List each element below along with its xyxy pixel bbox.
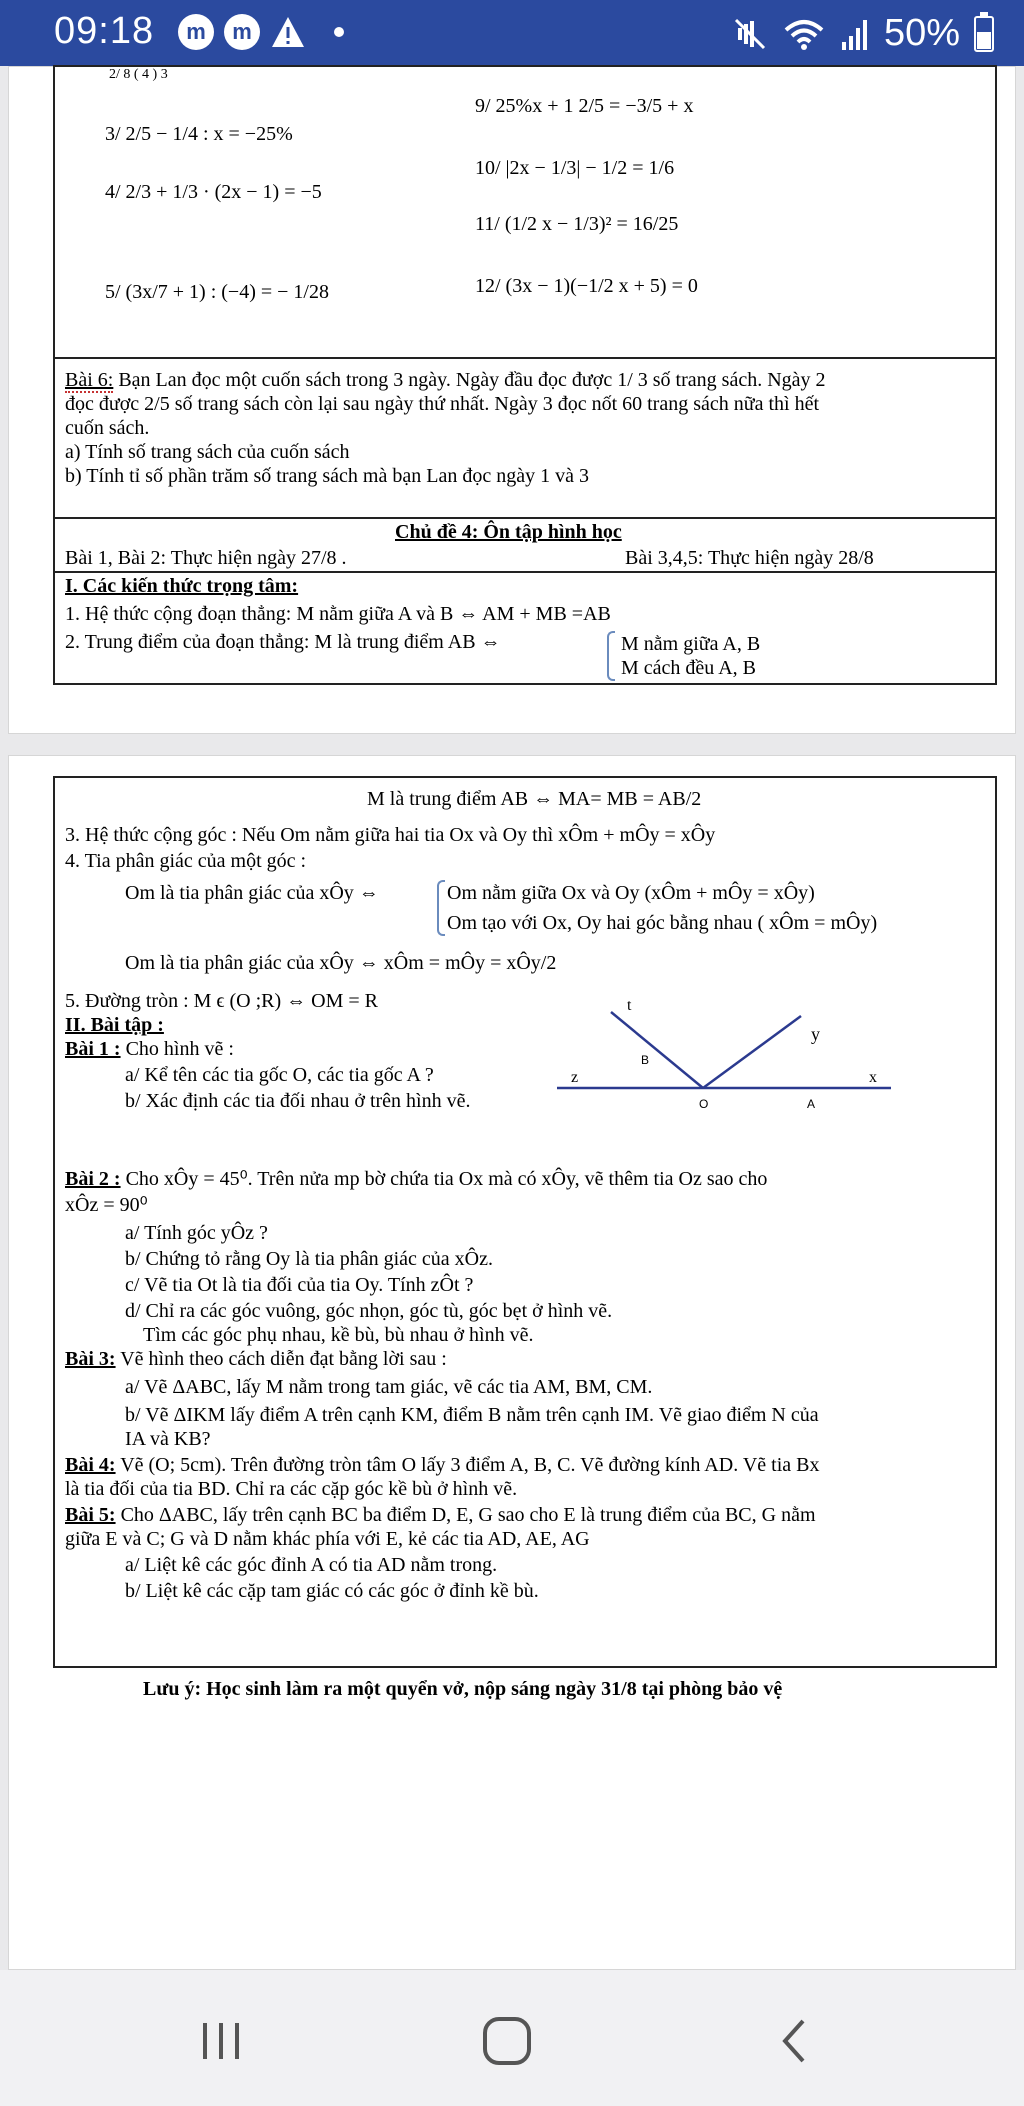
topic4-title: Chủ đề 4: Ôn tập hình học (395, 521, 622, 543)
signal-icon (840, 16, 870, 52)
submission-note: Lưu ý: Học sinh làm ra một quyển vở, nộp sáng ngày 31/8 tại phòng bảo vệ (143, 1678, 783, 1700)
bai5-b: b/ Liệt kê các cặp tam giác có các góc ở đỉnh kề bù. (125, 1580, 539, 1602)
item2-condition-2: M cách đều A, B (621, 657, 756, 679)
bai6-line3: cuốn sách. (65, 417, 150, 439)
bai2-b: b/ Chứng tỏ rằng Oy là tia phân giác của xÔz. (125, 1248, 493, 1270)
bisector-condition-1: Om nằm giữa Ox và Oy (xÔm + mÔy = xÔy) (447, 882, 815, 904)
bai2-line: Bài 2 : Cho xÔy = 45⁰. Trên nửa mp bờ chứa tia Ox mà có xÔy, vẽ thêm tia Oz sao cho (65, 1168, 768, 1190)
system-icons (734, 12, 994, 55)
navigation-bar (0, 1970, 1024, 2106)
brace (437, 880, 445, 936)
schedule-left: Bài 1, Bài 2: Thực hiện ngày 27/8 . (65, 547, 347, 569)
bai4-line: Bài 4: Vẽ (O; 5cm). Trên đường tròn tâm O lấy 3 điểm A, B, C. Vẽ đường kính AD. Vẽ tia Bx (65, 1454, 820, 1476)
bai3-line: Bài 3: Vẽ hình theo cách diễn đạt bằng lời sau : (65, 1348, 447, 1370)
label-b: B (641, 1053, 650, 1067)
bai2-c: c/ Vẽ tia Ot là tia đối của tia Oy. Tính zÔt ? (125, 1274, 474, 1296)
label-x: x (869, 1069, 877, 1086)
bai3-label: Bài 3: (65, 1348, 116, 1370)
bai6-label: Bài 6: (65, 369, 114, 391)
m-app-icon: m (224, 14, 260, 50)
notification-icons (178, 14, 344, 50)
bai1-line: Bài 1 : Cho hình vẽ : (65, 1038, 234, 1060)
brace (607, 631, 615, 681)
exercise-5: 5/ (3x/7 + 1) : (−4) = − 1/28 (105, 281, 329, 303)
home-button[interactable] (472, 2006, 542, 2076)
knowledge-item-4: 4. Tia phân giác của một góc : (65, 850, 307, 872)
knowledge-item-3: 3. Hệ thức cộng góc : Nếu Om nằm giữa hai tia Ox và Oy thì xÔm + mÔy = xÔy (65, 824, 716, 846)
section-1-heading: I. Các kiến thức trọng tâm: (65, 575, 299, 597)
divider (53, 357, 997, 359)
battery-percent: 50% (883, 12, 960, 54)
back-icon (771, 2017, 819, 2065)
bai2-d: d/ Chỉ ra các góc vuông, góc nhọn, góc tù, góc bẹt ở hình vẽ. (125, 1300, 613, 1322)
bai1-a: a/ Kể tên các tia gốc O, các tia gốc A ? (125, 1064, 434, 1086)
wifi-icon (782, 16, 826, 52)
bai4-line2: là tia đối của tia BD. Chỉ ra các cặp góc kề bù ở hình vẽ. (65, 1478, 518, 1500)
bai3-b2: IA và KB? (125, 1428, 211, 1450)
bai1-b: b/ Xác định các tia đối nhau ở trên hình vẽ. (125, 1090, 471, 1112)
ray-ot (611, 1012, 703, 1088)
divider (53, 517, 997, 519)
battery-icon (974, 16, 994, 52)
recent-apps-button[interactable] (186, 2006, 256, 2076)
bai2-label: Bài 2 : (65, 1168, 121, 1190)
bai5-a: a/ Liệt kê các góc đỉnh A có tia AD nằm trong. (125, 1554, 498, 1576)
label-a: A (807, 1097, 816, 1111)
divider (53, 571, 997, 573)
schedule-right: Bài 3,4,5: Thực hiện ngày 28/8 (625, 547, 874, 569)
geometry-figure (549, 996, 899, 1116)
exercise-3: 3/ 2/5 − 1/4 : x = −25% (105, 123, 293, 145)
bisector-equation: Om là tia phân giác của xÔy ⇔ xÔm = mÔy = xÔy/2 (125, 952, 557, 974)
label-o: O (699, 1097, 709, 1111)
exercise-10: 10/ |2x − 1/3| − 1/2 = 1/6 (475, 157, 675, 179)
bai6-a: a) Tính số trang sách của cuốn sách (65, 441, 350, 463)
bai5-label: Bài 5: (65, 1504, 116, 1526)
bai6-line1: Bài 6: Bạn Lan đọc một cuốn sách trong 3 ngày. Ngày đầu đọc được 1/ 3 số trang sách. Ngày 2 (65, 369, 826, 391)
label-y: y (811, 1024, 820, 1044)
bai6-b: b) Tính tỉ số phần trăm số trang sách mà bạn Lan đọc ngày 1 và 3 (65, 465, 589, 487)
label-z: z (571, 1069, 579, 1086)
bai2-d2: Tìm các góc phụ nhau, kề bù, bù nhau ở hình vẽ. (143, 1324, 534, 1346)
bai3-b: b/ Vẽ ΔIKM lấy điểm A trên cạnh KM, điểm B nằm trên cạnh IM. Vẽ giao điểm N của (125, 1404, 819, 1426)
status-time: 09:18 (54, 10, 155, 52)
bai2-line2: xÔz = 90⁰ (65, 1194, 148, 1216)
ray-oy (703, 1016, 801, 1088)
exercise-9: 9/ 25%x + 1 2/5 = −3/5 + x (475, 95, 694, 117)
m-app-icon: m (178, 14, 214, 50)
home-icon (481, 2015, 533, 2067)
item2-condition-1: M nằm giữa A, B (621, 633, 761, 655)
bai2-a: a/ Tính góc yÔz ? (125, 1222, 268, 1244)
exercise-4: 4/ 2/3 + 1/3 · (2x − 1) = −5 (105, 181, 322, 203)
knowledge-item-1: 1. Hệ thức cộng đoạn thẳng: M nằm giữa A và B ⇔ AM + MB =AB (65, 603, 611, 625)
bai1-label: Bài 1 : (65, 1038, 121, 1060)
bisector-condition-2: Om tạo với Ox, Oy hai góc bằng nhau ( xÔm = mÔy) (447, 912, 878, 934)
bai6-line2: đọc được 2/5 số trang sách còn lại sau ngày thứ nhất. Ngày 3 đọc nốt 60 trang sách nữa thì hết (65, 393, 820, 415)
dot-icon (334, 27, 344, 37)
bisector-lead: Om là tia phân giác của xÔy ⇔ (125, 882, 379, 904)
exercise-2: 2/ 8 ( 4 ) 3 (109, 67, 168, 82)
document-page-1 (8, 66, 1016, 734)
knowledge-item-2: 2. Trung điểm của đoạn thẳng: M là trung điểm AB ⇔ (65, 631, 501, 653)
warning-icon (270, 14, 306, 50)
mute-icon (734, 16, 768, 52)
status-bar (0, 0, 1024, 66)
document-page-2 (8, 755, 1016, 1970)
bai4-label: Bài 4: (65, 1454, 116, 1476)
midpoint-definition: M là trung điểm AB ⇔ MA= MB = AB/2 (367, 788, 702, 810)
back-button[interactable] (760, 2006, 830, 2076)
exercise-12: 12/ (3x − 1)(−1/2 x + 5) = 0 (475, 275, 698, 297)
bai5-line2: giữa E và C; G và D nằm khác phía với E, kẻ các tia AD, AE, AG (65, 1528, 590, 1550)
knowledge-item-5: 5. Đường tròn : M ϵ (O ;R) ⇔ OM = R (65, 990, 379, 1012)
bai5-line: Bài 5: Cho ΔABC, lấy trên cạnh BC ba điểm D, E, G sao cho E là trung điểm của BC, G nằm (65, 1504, 816, 1526)
recent-apps-icon (197, 2017, 245, 2065)
bai3-a: a/ Vẽ ΔABC, lấy M nằm trong tam giác, vẽ các tia AM, BM, CM. (125, 1376, 653, 1398)
section-2-heading: II. Bài tập : (65, 1014, 164, 1036)
label-t: t (627, 997, 632, 1014)
exercise-11: 11/ (1/2 x − 1/3)² = 16/25 (475, 213, 679, 235)
